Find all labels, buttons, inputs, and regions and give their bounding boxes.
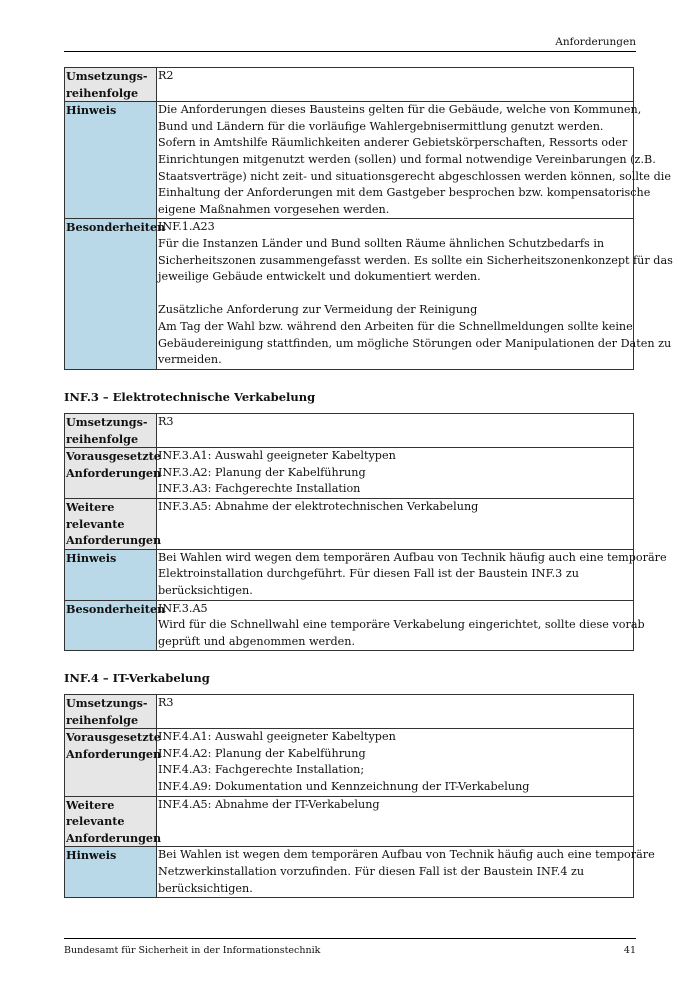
row-label: Hinweis (65, 549, 157, 600)
row-value: INF.3.A5 Wird für die Schnellwahl eine temporäre Verkabelung eingerichtet, sollte diese vorab geprüft und abgenommen werden. (157, 600, 634, 651)
page-header (64, 36, 636, 52)
page-number: 41 (623, 945, 636, 956)
row-label: Vorausgesetzte Anforderungen (65, 448, 157, 499)
table-row (65, 414, 634, 448)
section-heading-inf3: INF.3 – Elektrotechnische Verkabelung (64, 390, 316, 404)
row-value: INF.3.A5: Abnahme der elektrotechnischen Verkabelung (157, 498, 634, 549)
footer-org: Bundesamt für Sicherheit in der Informationstechnik (64, 945, 321, 956)
row-value: R2 (157, 68, 634, 102)
table-row (65, 549, 634, 600)
section-heading-inf4: INF.4 – IT-Verkabelung (64, 671, 210, 685)
requirements-table-inf3 (64, 413, 667, 651)
row-value: R3 (157, 414, 634, 448)
table-row (65, 68, 634, 102)
table-row (65, 102, 634, 219)
row-value: Bei Wahlen ist wegen dem temporären Aufbau von Technik häufig auch eine temporäre Netzwerkinstallation vorzufinden. Für diesen Fall ist der Baustein INF.4 zu berücksichtigen. (157, 847, 634, 898)
row-value: INF.1.A23 Für die Instanzen Länder und Bund sollten Räume ähnlichen Schutzbedarfs in Sicherheitszonen zusammengefasst werden. Es sollte ein Sicherheitszonenkonzept für das jeweilige Gebäude entwickelt und dokumentiert werden. Zusätzliche Anforderung zur Vermeidung der Reinigung Am Tag der Wahl bzw. während den Arbeiten für die Schnellmeldungen sollte keine Gebäudereinigung stattfinden, um mögliche Störungen oder Manipulationen der Daten zu vermeiden. (157, 219, 634, 369)
footer-rule (64, 938, 636, 939)
header-title: Anforderungen (555, 36, 636, 48)
table-row (65, 847, 634, 898)
table-row (65, 219, 634, 369)
row-label: Umsetzungs- reihenfolge (65, 414, 157, 448)
header-rule (64, 51, 636, 52)
row-value: INF.4.A1: Auswahl geeigneter Kabeltypen INF.4.A2: Planung der Kabelführung INF.4.A3: Fachgerechte Installation; INF.4.A9: Dokumentation und Kennzeichnung der IT-Verkabelung (157, 729, 634, 796)
requirements-table-inf4 (64, 694, 655, 898)
row-label: Umsetzungs- reihenfolge (65, 68, 157, 102)
table-row (65, 695, 634, 729)
row-label: Weitere relevante Anforderungen (65, 498, 157, 549)
row-value: INF.4.A5: Abnahme der IT-Verkabelung (157, 796, 634, 847)
table-row (65, 498, 634, 549)
blank-line (158, 286, 632, 303)
table-row (65, 729, 634, 796)
row-label: Weitere relevante Anforderungen (65, 796, 157, 847)
page-footer (64, 945, 636, 956)
requirements-table-inf1 (64, 67, 673, 370)
table-row (65, 448, 634, 499)
row-value: Bei Wahlen wird wegen dem temporären Aufbau von Technik häufig auch eine temporäre Elektroinstallation durchgeführt. Für diesen Fall ist der Baustein INF.3 zu berücksichtigen. (157, 549, 634, 600)
row-label: Besonderheiten (65, 219, 157, 369)
row-label: Hinweis (65, 847, 157, 898)
table-row (65, 796, 634, 847)
row-label: Besonderheiten (65, 600, 157, 651)
row-label: Vorausgesetzte Anforderungen (65, 729, 157, 796)
row-label: Umsetzungs- reihenfolge (65, 695, 157, 729)
row-label: Hinweis (65, 102, 157, 219)
table-row (65, 600, 634, 651)
row-value: Die Anforderungen dieses Bausteins gelten für die Gebäude, welche von Kommunen, Bund und Ländern für die vorläufige Wahlergebnisermittlung genutzt werden. Sofern in Amtshilfe Räumlichkeiten anderer Gebietskörperschaften, Ressorts oder Einrichtungen mitgenutzt werden (sollen) und formal notwendige Vereinbarungen (z.B. Staatsverträge) nicht zeit- und situationsgerecht abgeschlossen werden können, sollte die Einhaltung der Anforderungen mit dem Gastgeber besprochen bzw. kompensatorische eigene Maßnahmen vorgesehen werden. (157, 102, 634, 219)
row-value: R3 (157, 695, 634, 729)
row-value: INF.3.A1: Auswahl geeigneter Kabeltypen INF.3.A2: Planung der Kabelführung INF.3.A3: Fachgerechte Installation (157, 448, 634, 499)
